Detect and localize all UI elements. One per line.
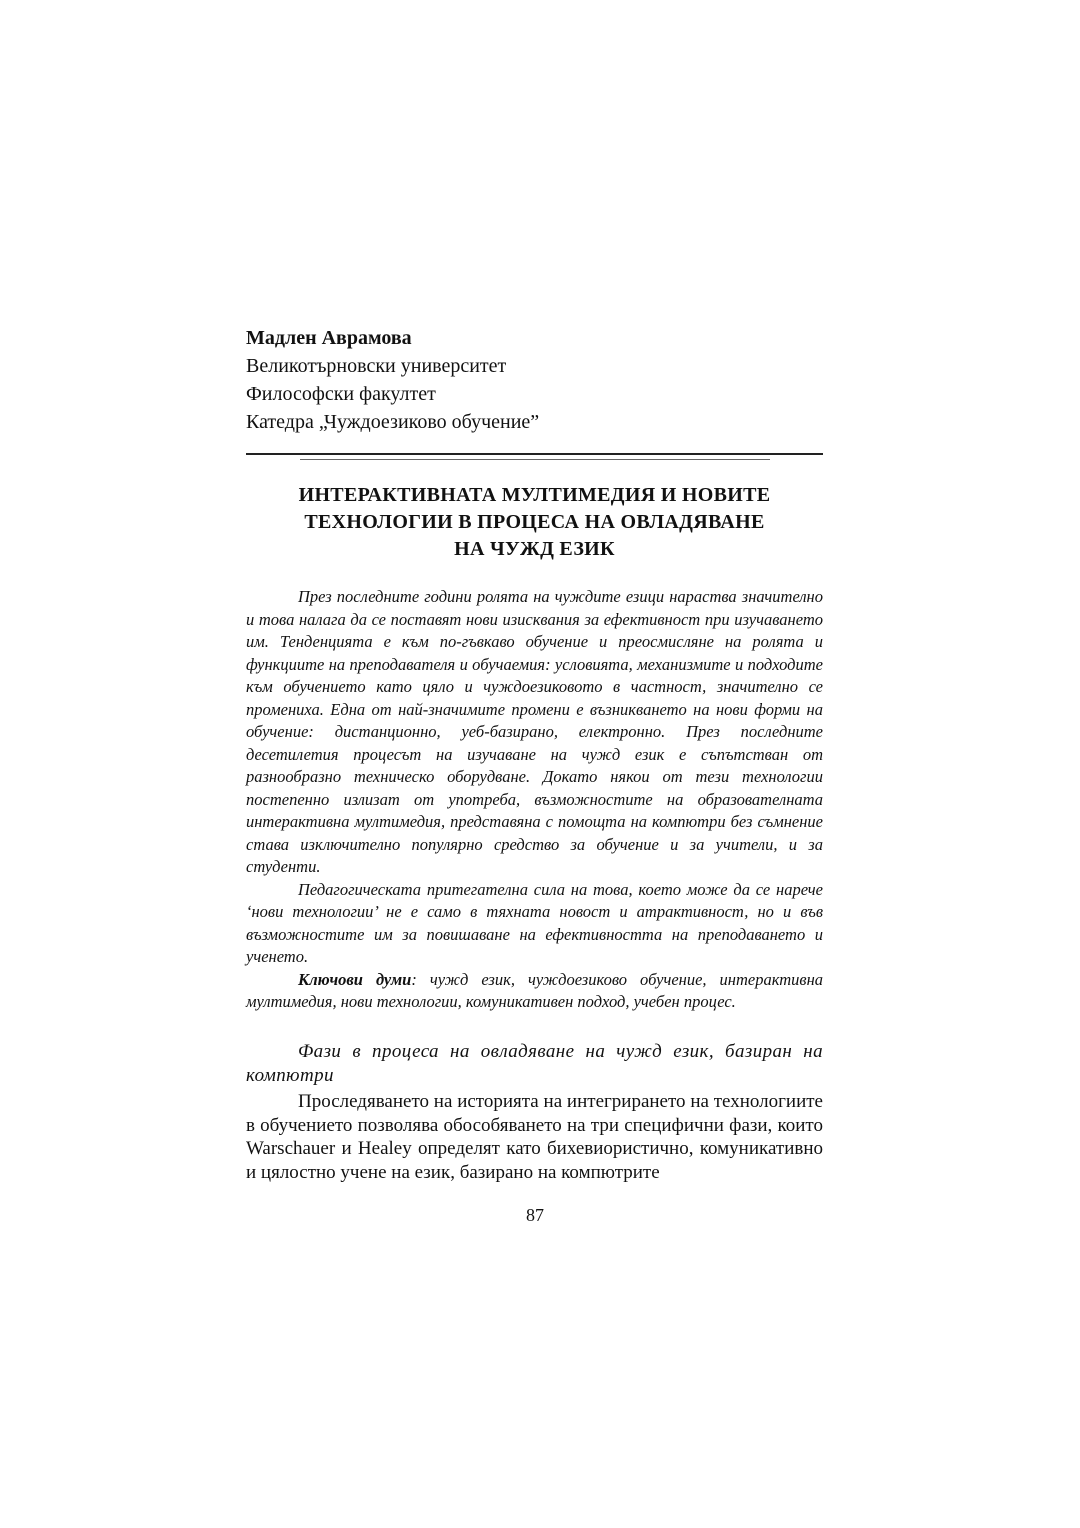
author-department: Катедра „Чуждоезиково обучение”	[246, 411, 540, 433]
title-line-2: ТЕХНОЛОГИИ В ПРОЦЕСА НА ОВЛАДЯВАНЕ	[304, 511, 765, 533]
body-paragraph: Проследяването на историята на интегрирането на технологиите в обучението позволява обособяването на три специфични фази, които Warschauer и Healey определят като бихевиористично, комуникативно и цялостно учене на език, базирано на компютрите	[246, 1091, 823, 1183]
author-university: Великотърновски университет	[246, 355, 507, 377]
author-name: Мадлен Аврамова	[246, 327, 412, 349]
title-rule-thick	[246, 453, 823, 455]
abstract	[246, 586, 823, 1014]
abstract-paragraph-2: Педагогическата притегателна сила на това, което може да се нарече ‘нови технологии’ не е само в тяхната новост и атрактивност, но и във възможностите им за повишаване на ефективността на преподаването и ученето.	[246, 879, 823, 966]
page-number: 87	[526, 1205, 544, 1225]
keywords-label: Ключови думи	[298, 969, 412, 989]
title-rule-thin	[300, 459, 770, 460]
keywords-text: : чужд език, чуждоезиково обучение, интерактивна мултимедия, нови технологии, комуникативен подход, учебен процес.	[246, 969, 824, 1011]
article-title	[246, 482, 823, 563]
body-text	[246, 1090, 823, 1184]
author-faculty: Философски факултет	[246, 383, 436, 405]
abstract-paragraph-1: През последните години ролята на чуждите езици нараства значително и това налага да се поставят нови изисквания за ефективност при изучаването им. Тенденцията е към по-гъвкаво обучение и преосмисляне на ролята и функциите на преподавателя и обучаемия: условията, механизмите и подходите към обучението като цяло и чуждоезиковото в частност, значително се промениха. Една от най-значимите промени е възникването на нови форми на обучение: дистанционно, уеб-базирано, електронно. През последните десетилетия процесът на изучаване на чужд език е съпътстван от разнообразно техническо оборудване. Докато някои от тези технологии постепенно излизат от употреба, възможностите на образователната интерактивна мултимедия, представяна с помощта на компютри без съмнение става изключително популярно средство за обучение и за учители, и за студенти.	[246, 587, 823, 876]
author-block	[246, 324, 826, 436]
title-line-3: НА ЧУЖД ЕЗИК	[454, 538, 615, 560]
section-heading: Фази в процеса на овладяване на чужд език, базиран на компютри	[246, 1041, 823, 1086]
title-line-1: ИНТЕРАКТИВНАТА МУЛТИМЕДИЯ И НОВИТЕ	[298, 484, 771, 506]
keywords-paragraph	[246, 969, 823, 1014]
